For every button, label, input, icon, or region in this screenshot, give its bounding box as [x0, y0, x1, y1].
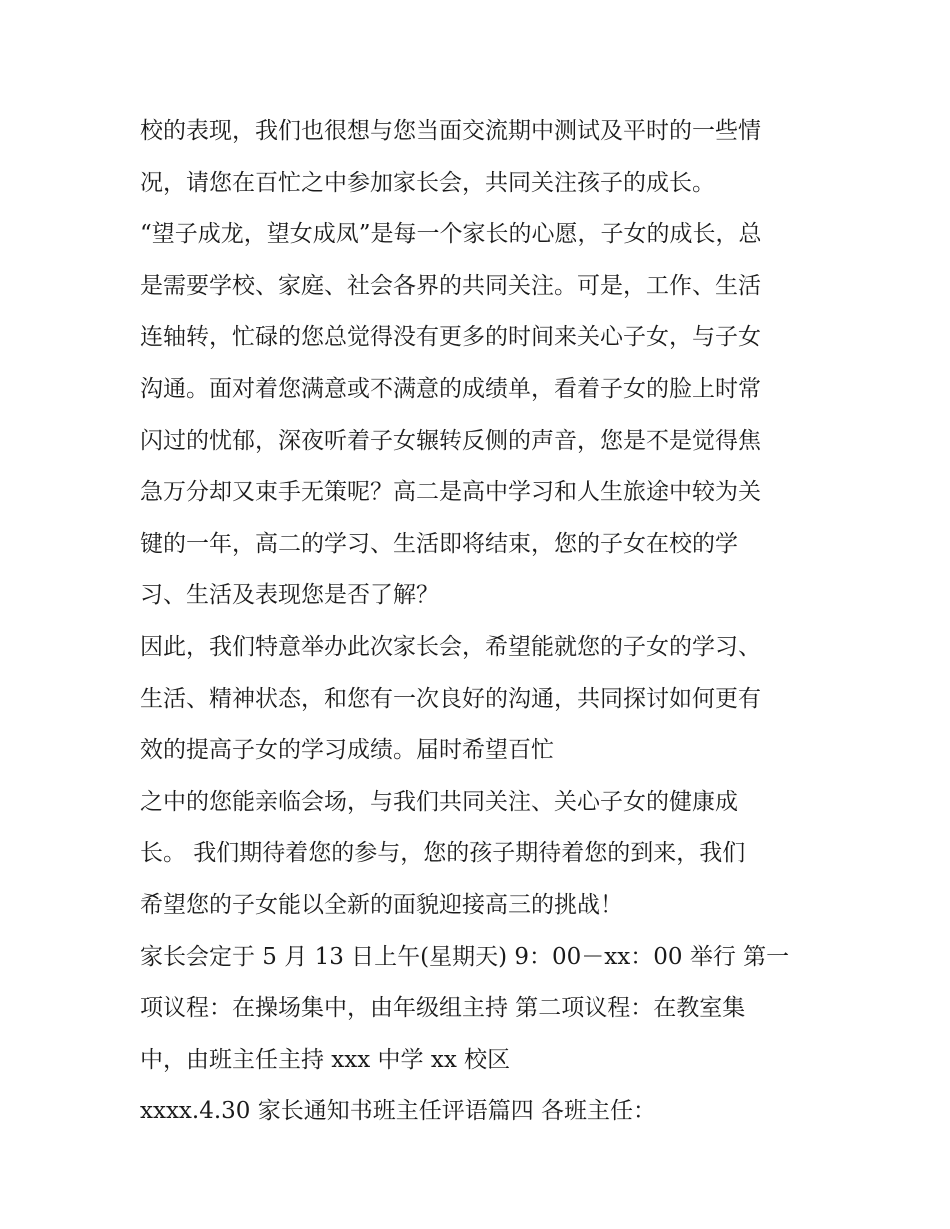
text-line: 况，请您在百忙之中参加家长会，共同关注孩子的成长。 — [140, 169, 715, 196]
text-line: 校的表现，我们也很想与您当面交流期中测试及平时的一些情 — [140, 118, 761, 144]
text-line: 希望您的子女能以全新的面貌迎接高三的挑战！ — [140, 891, 623, 918]
text-line: 急万分却又束手无策呢？高二是高中学习和人生旅途中较为关 — [140, 479, 761, 506]
text-line: 连轴转，忙碌的您总觉得没有更多的时间来关心子女，与子女 — [140, 324, 761, 351]
text-line: 效的提高子女的学习成绩。届时希望百忙 — [140, 737, 554, 764]
text-line: 键的一年，高二的学习、生活即将结束，您的子女在校的学 — [140, 530, 738, 557]
text-line: 之中的您能亲临会场，与我们共同关注、关心子女的健康成 — [140, 788, 738, 815]
text-line: 沟通。面对着您满意或不满意的成绩单，看着子女的脸上时常 — [140, 375, 761, 402]
text-line: 闪过的忧郁，深夜听着子女辗转反侧的声音，您是不是觉得焦 — [140, 427, 761, 454]
text-line: 是需要学校、家庭、社会各界的共同关注。可是，工作、生活 — [140, 272, 761, 299]
text-line: 习、生活及表现您是否了解？ — [140, 582, 439, 609]
text-line: 因此，我们特意举办此次家长会，希望能就您的子女的学习、 — [140, 633, 761, 660]
text-line: “望子成龙，望女成凤”是每一个家长的心愿，子女的成长，总 — [140, 221, 762, 248]
text-line: 中，由班主任主持 xxx 中学 xx 校区 — [140, 1046, 511, 1073]
text-line: 生活、精神状态，和您有一次良好的沟通，共同探讨如何更有 — [140, 685, 761, 712]
text-line: xxxx.4.30 家长通知书班主任评语篇四 各班主任： — [140, 1098, 657, 1125]
text-line: 长。 我们期待着您的参与，您的孩子期待着您的到来，我们 — [140, 840, 746, 867]
text-line: 项议程：在操场集中，由年级组主持 第二项议程：在教室集 — [140, 995, 746, 1022]
document-body — [140, 106, 820, 1138]
text-line: 家长会定于 5 月 13 日上午(星期天) 9：00－xx：00 举行 第一 — [140, 943, 790, 970]
